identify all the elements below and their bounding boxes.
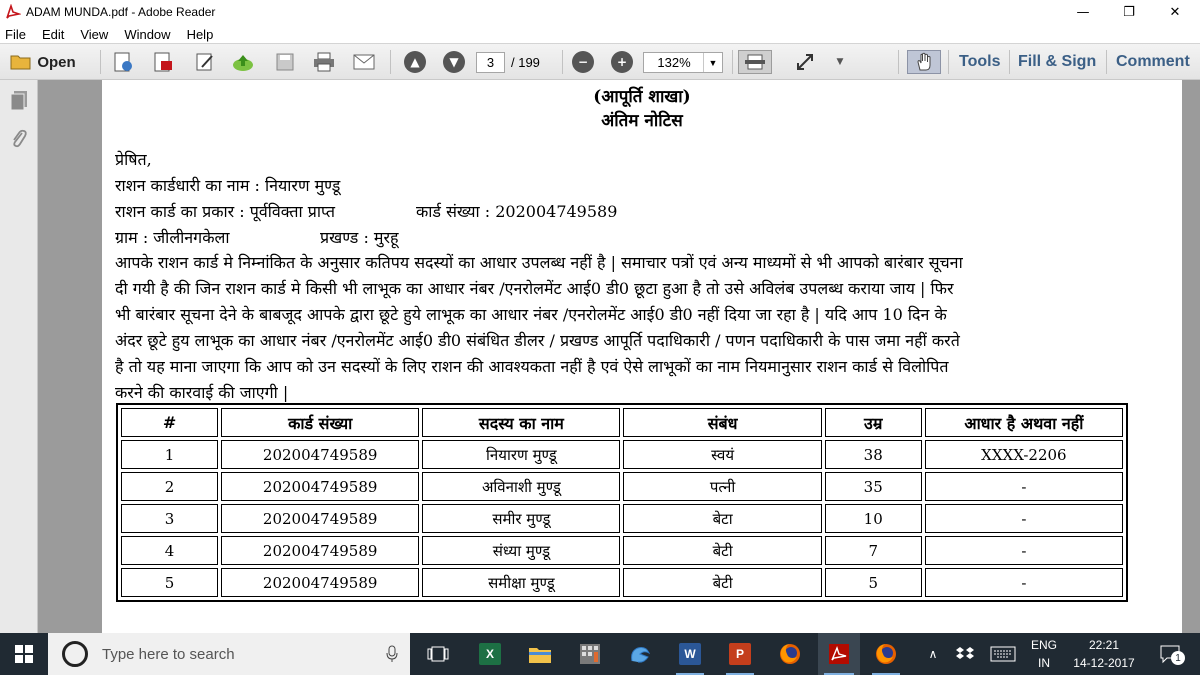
search-placeholder: Type here to search — [102, 645, 235, 663]
col-header: सदस्य का नाम — [422, 408, 620, 437]
page-total: / 199 — [511, 55, 540, 70]
table-cell: संध्या मुण्डू — [422, 536, 620, 565]
notice-line: अंदर छूटे हुय लाभूक का आधार नंबर /एनरोलमेंट आई0 डी0 संबंधित डीलर / प्रखण्ड आपूर्ति पदाधिकारी / पणन पदाधिकारी के पास जमा नहीं करते — [115, 331, 960, 350]
file-explorer-icon[interactable] — [522, 633, 558, 675]
table-cell: नियारण मुण्डू — [422, 440, 620, 469]
card-holder-name: राशन कार्डधारी का नाम : नियारण मुण्डू — [115, 176, 341, 195]
word-app-icon[interactable]: W — [672, 633, 708, 675]
arrow-down-icon: ▼ — [443, 51, 465, 73]
table-cell: 7 — [825, 536, 922, 565]
salutation: प्रेषित, — [115, 150, 152, 169]
col-header: उम्र — [825, 408, 922, 437]
zoom-select[interactable] — [643, 52, 723, 73]
table-cell: 202004749589 — [221, 536, 419, 565]
department-heading: (आपूर्ति शाखा) — [593, 87, 691, 107]
windows-taskbar — [0, 633, 1200, 675]
menu-bar — [0, 24, 1200, 44]
previous-page-button[interactable] — [402, 50, 428, 74]
chevron-up-icon[interactable]: ∧ — [928, 647, 938, 661]
table-cell: - — [925, 536, 1123, 565]
table-cell: 1 — [121, 440, 218, 469]
firefox-icon[interactable] — [772, 633, 808, 675]
action-center-button[interactable] — [1152, 633, 1188, 675]
restore-button[interactable]: ❐ — [1123, 4, 1135, 20]
card-number: कार्ड संख्या : 202004749589 — [416, 202, 618, 221]
table-header-row — [121, 408, 1123, 437]
table-cell: बेटी — [623, 536, 821, 565]
comment-pane-button[interactable]: Comment — [1116, 53, 1190, 70]
start-button[interactable] — [0, 633, 48, 675]
plus-icon: + — [611, 51, 633, 73]
clock[interactable] — [1068, 633, 1140, 675]
table-cell: बेटी — [623, 568, 821, 597]
notification-badge: 1 — [1171, 651, 1185, 665]
page-number-input[interactable]: 3 — [476, 52, 505, 73]
table-cell: 202004749589 — [221, 568, 419, 597]
dropbox-icon[interactable] — [952, 633, 978, 675]
zoom-value: 132% — [657, 55, 691, 70]
zoom-in-button[interactable] — [609, 50, 635, 74]
language-indicator[interactable] — [1031, 633, 1057, 675]
zoom-out-button[interactable] — [570, 50, 596, 74]
toolbar-separator — [732, 50, 733, 74]
microphone-icon[interactable] — [386, 645, 398, 663]
table-cell: 2 — [121, 472, 218, 501]
col-header: # — [121, 408, 218, 437]
attachments-icon[interactable] — [9, 128, 29, 150]
next-page-button[interactable] — [441, 50, 467, 74]
notice-heading: अंतिम नोटिस — [601, 111, 683, 131]
excel-app-icon[interactable]: X — [472, 633, 508, 675]
fit-page-icon — [744, 53, 766, 71]
export-pdf-icon[interactable] — [150, 50, 176, 74]
table-cell: - — [925, 568, 1123, 597]
toolbar-separator — [100, 50, 101, 74]
minimize-button[interactable]: — — [1076, 4, 1090, 20]
document-viewer[interactable] — [38, 80, 1200, 633]
minus-icon: − — [572, 51, 594, 73]
chevron-down-icon[interactable]: ▼ — [703, 53, 722, 72]
notice-line: दी गयी है की जिन राशन कार्ड मे किसी भी लाभूक का आधार नंबर /एनरोलमेंट आई0 डी0 छूटा हुआ है तो उसे अविलंब उपलब्ध कराया जाय | फिर — [115, 279, 954, 298]
arrow-up-icon: ▲ — [404, 51, 426, 73]
card-type: राशन कार्ड का प्रकार : पूर्वविक्ता प्राप्त — [115, 202, 336, 221]
toolbar-separator — [948, 50, 949, 74]
calculator-icon[interactable] — [572, 633, 608, 675]
menu-help[interactable]: Help — [186, 26, 214, 42]
notice-line: है तो यह माना जाएगा कि आप को उन सदस्यों के लिए राशन की आवश्यकता नहीं है एवं ऐसे लाभूकों का नाम नियमानुसार राशन कार्ड से विलोपित — [115, 357, 949, 376]
col-header: आधार है अथवा नहीं — [925, 408, 1123, 437]
table-cell: 3 — [121, 504, 218, 533]
notice-body — [115, 250, 1125, 406]
email-icon[interactable] — [351, 50, 377, 74]
window-title: ADAM MUNDA.pdf - Adobe Reader — [26, 5, 216, 19]
table-cell: - — [925, 504, 1123, 533]
table-row — [121, 440, 1123, 469]
adobe-reader-taskbar-icon[interactable] — [818, 633, 860, 675]
adobe-reader-icon — [5, 4, 21, 20]
fit-page-button[interactable] — [738, 50, 772, 74]
table-cell: 35 — [825, 472, 922, 501]
region-code: IN — [1038, 656, 1050, 670]
village: ग्राम : जीलीनगकेला — [115, 228, 230, 247]
toolbar-separator — [1009, 50, 1010, 74]
cortana-icon — [62, 641, 88, 667]
table-cell: 4 — [121, 536, 218, 565]
toolbar — [0, 44, 1200, 80]
language-code: ENG — [1031, 638, 1058, 652]
clock-date: 14-12-2017 — [1073, 656, 1135, 670]
toolbar-separator — [390, 50, 391, 74]
page-thumbnails-icon[interactable] — [9, 90, 29, 112]
task-view-icon[interactable] — [420, 633, 456, 675]
table-cell: बेटा — [623, 504, 821, 533]
notice-line: भी बारंबार सूचना देने के बाबजूद आपके द्वारा छूटे हुये लाभूक का आधार नंबर /एनरोलमेंट आई0 डी0 नहीं दिया जा रहा है | यदि आप 10 दिन के — [115, 305, 947, 324]
table-cell: XXXX-2206 — [925, 440, 1123, 469]
upload-icon[interactable] — [230, 50, 256, 74]
table-cell: 10 — [825, 504, 922, 533]
table-cell: 5 — [121, 568, 218, 597]
hand-tool-button[interactable] — [907, 50, 941, 74]
table-row — [121, 504, 1123, 533]
col-header: संबंध — [623, 408, 821, 437]
create-pdf-icon[interactable] — [110, 50, 136, 74]
browser-app-icon[interactable] — [622, 633, 658, 675]
powerpoint-app-icon[interactable]: P — [722, 633, 758, 675]
full-screen-button[interactable] — [792, 50, 818, 74]
tools-pane-button[interactable]: Tools — [959, 53, 1001, 70]
navigation-panel — [0, 80, 38, 633]
search-box[interactable] — [48, 633, 410, 675]
menu-edit[interactable]: Edit — [41, 26, 65, 42]
firefox-icon[interactable] — [868, 633, 904, 675]
block: प्रखण्ड : मुरहू — [320, 228, 399, 247]
toolbar-separator — [562, 50, 563, 74]
table-row — [121, 536, 1123, 565]
print-icon[interactable] — [311, 50, 337, 74]
toolbar-separator — [898, 50, 899, 74]
edit-pdf-icon[interactable] — [192, 50, 218, 74]
menu-view[interactable]: View — [80, 26, 109, 42]
fill-sign-pane-button[interactable]: Fill & Sign — [1018, 53, 1097, 70]
table-cell: - — [925, 472, 1123, 501]
table-cell: समीक्षा मुण्डू — [422, 568, 620, 597]
table-cell: 5 — [825, 568, 922, 597]
toolbar-separator — [1106, 50, 1107, 74]
title-bar — [0, 0, 1200, 24]
folder-icon — [10, 53, 32, 71]
notice-line: आपके राशन कार्ड मे निम्नांकित के अनुसार कतिपय सदस्यों का आधार उपलब्ध नहीं है | समाचार पत्रों एवं अन्य माध्यमों से भी आपको बारंबार सूचना — [115, 253, 963, 272]
members-table — [116, 403, 1128, 602]
toolbar-more-dropdown[interactable]: ▼ — [836, 57, 844, 67]
table-cell: समीर मुण्डू — [422, 504, 620, 533]
hand-icon — [915, 52, 933, 72]
table-row — [121, 568, 1123, 597]
notice-line: करने की कारवाई की जाएगी | — [115, 383, 289, 402]
col-header: कार्ड संख्या — [221, 408, 419, 437]
keyboard-icon[interactable] — [986, 633, 1020, 675]
save-icon[interactable] — [272, 50, 298, 74]
open-label: Open — [37, 53, 76, 71]
table-cell: 38 — [825, 440, 922, 469]
table-cell: 202004749589 — [221, 440, 419, 469]
pdf-page — [102, 80, 1182, 633]
table-cell: 202004749589 — [221, 472, 419, 501]
table-row — [121, 472, 1123, 501]
table-cell: पत्नी — [623, 472, 821, 501]
menu-window[interactable]: Window — [124, 26, 171, 42]
table-cell: स्वयं — [623, 440, 821, 469]
table-cell: अविनाशी मुण्डू — [422, 472, 620, 501]
windows-logo-icon — [15, 645, 33, 663]
table-cell: 202004749589 — [221, 504, 419, 533]
expand-icon — [795, 52, 815, 72]
open-button[interactable] — [8, 50, 78, 74]
close-button[interactable]: ✕ — [1169, 4, 1181, 20]
clock-time: 22:21 — [1088, 638, 1120, 652]
menu-file[interactable]: File — [5, 26, 26, 42]
